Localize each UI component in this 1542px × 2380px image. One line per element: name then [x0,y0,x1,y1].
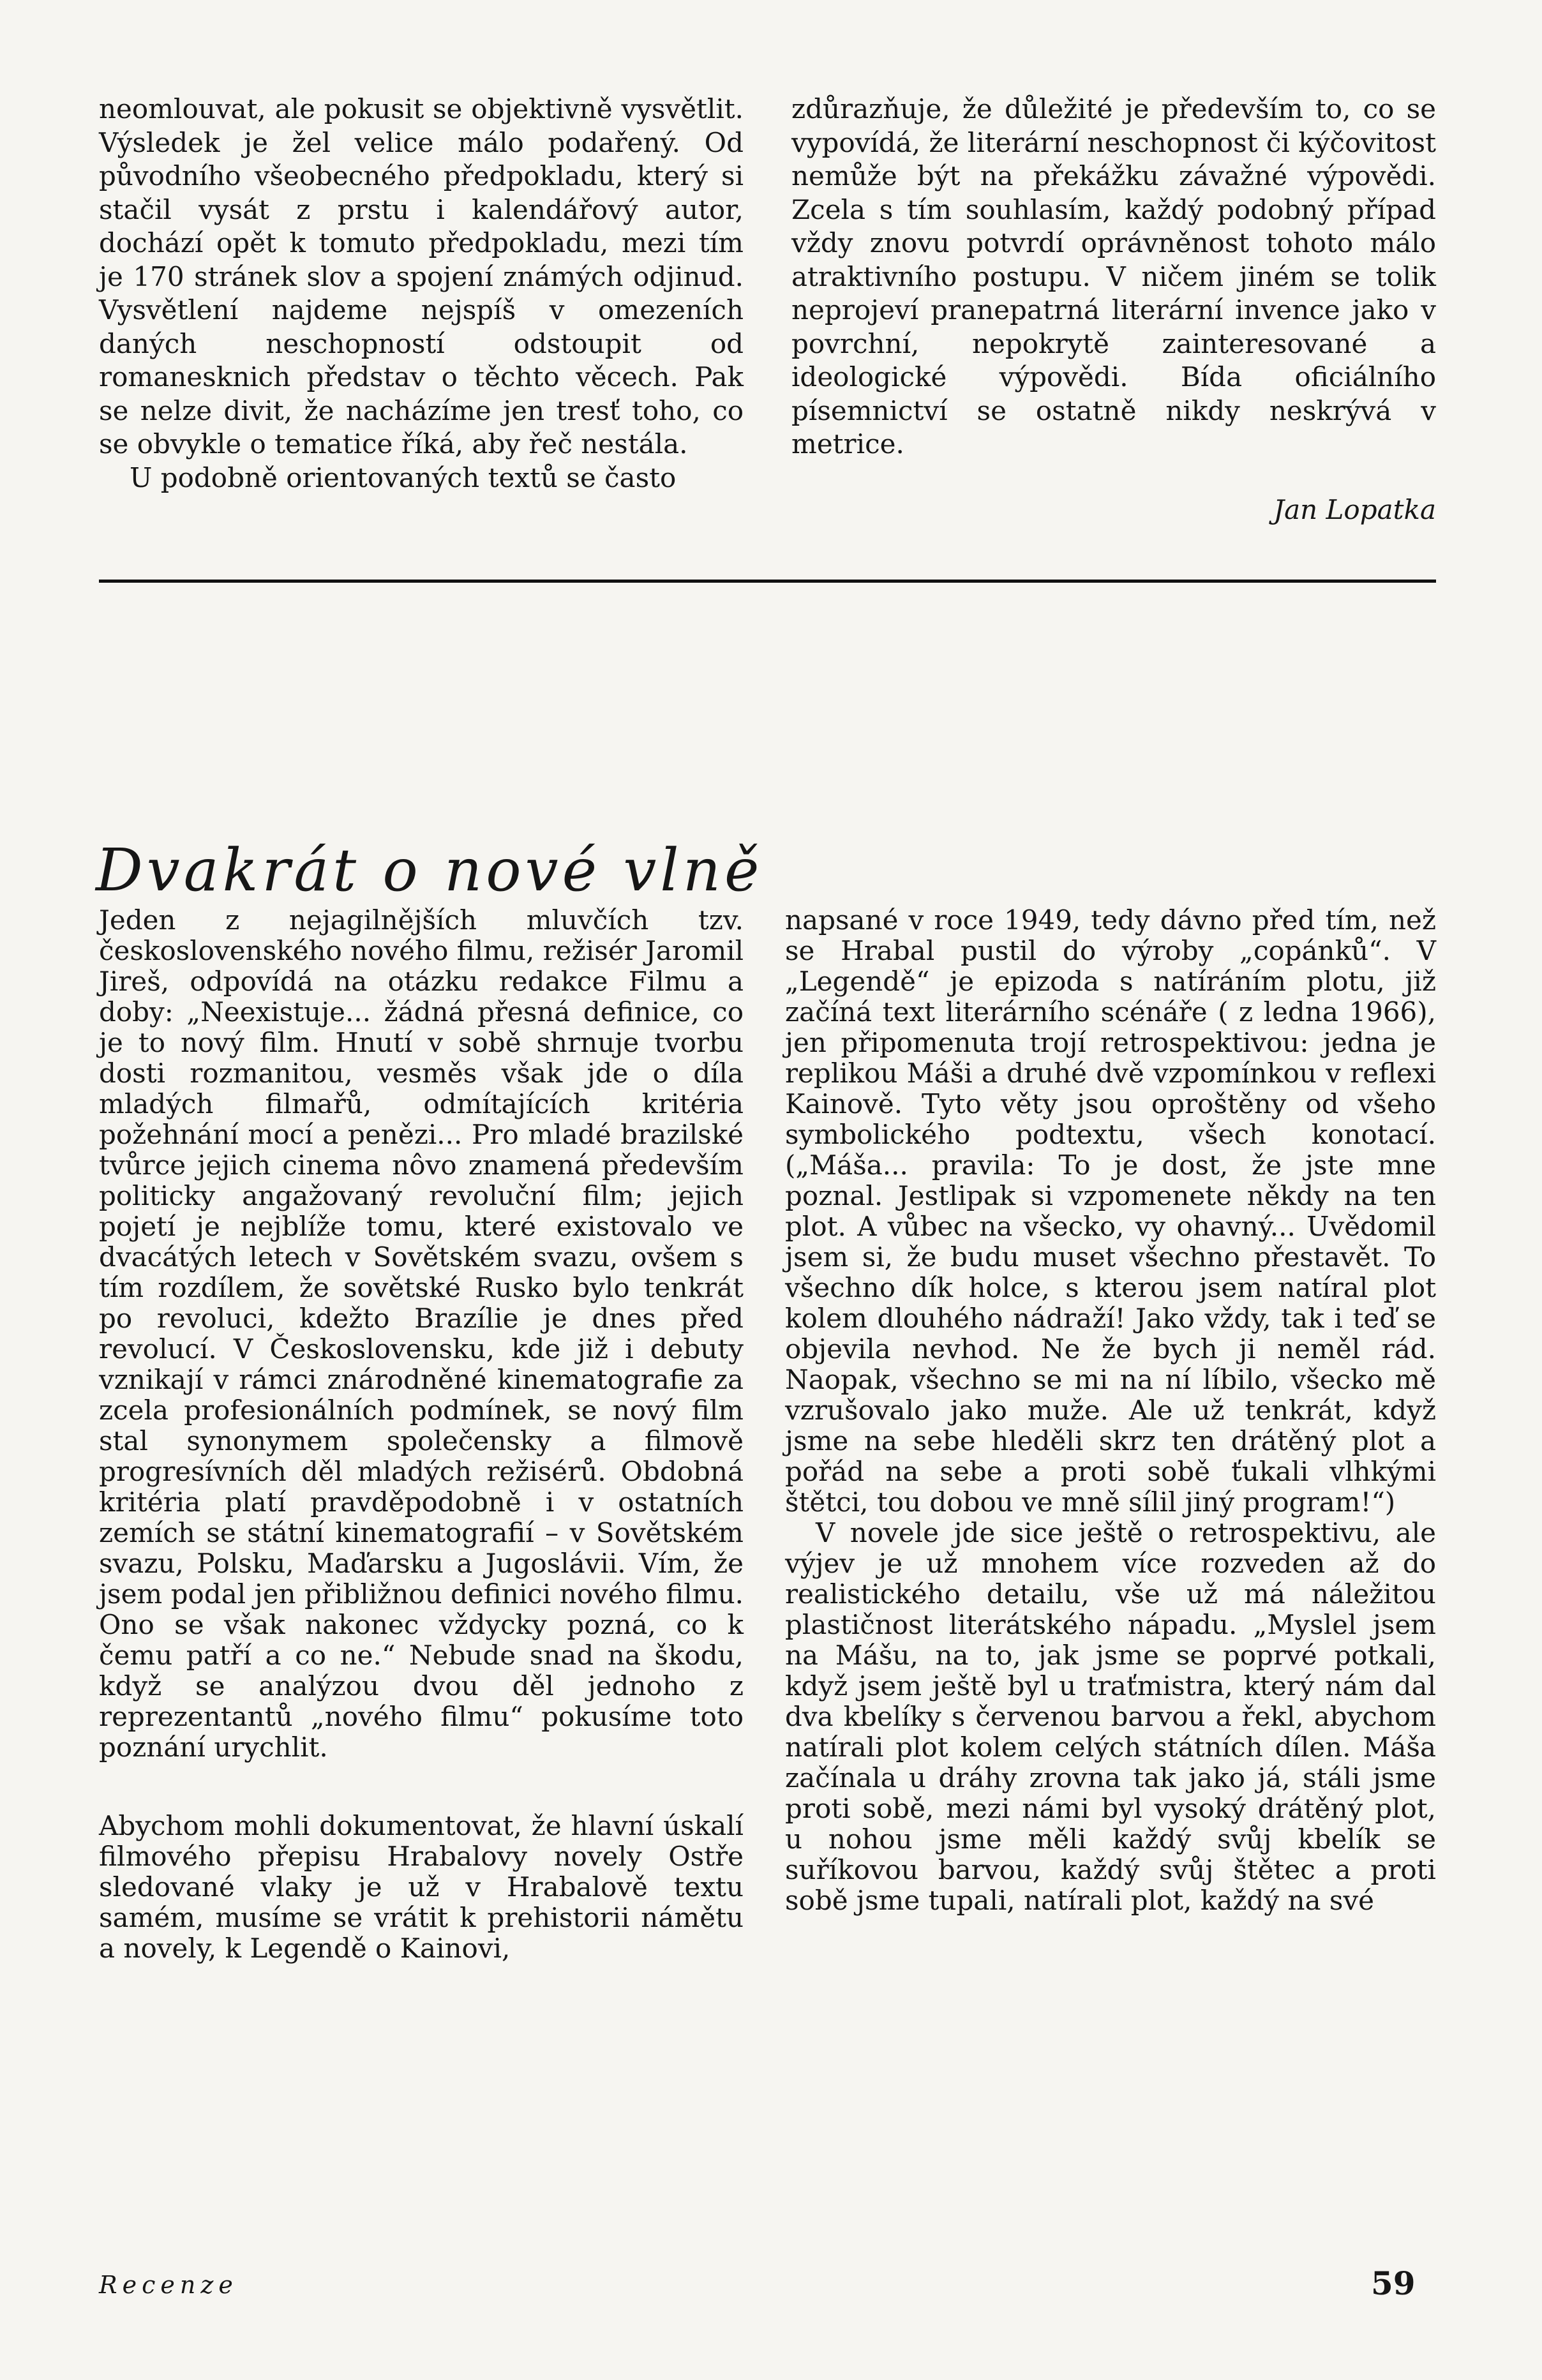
article-right-column [785,905,1436,1916]
article-left-column [99,905,744,1964]
paragraph: neomlouvat, ale pokusit se objektivně vysvětlit. Výsledek je žel velice málo podařený. Od původního všeobecného předpokladu, který si stačil vysát z prstu i kalendářový autor, dochází opět k tomuto předpokladu, mezi tím je 170 stránek slov a spojení známých odjinud. Vysvětlení najdeme nejspíš v omezeních daných neschopností odstoupit od romanesknich představ o těchto věcech. Pak se nelze divit, že nacházíme jen tresť toho, co se obvykle o tematice říká, aby řeč nestála. [99,93,744,460]
page-number: 59 [1371,2264,1416,2302]
paragraph: Abychom mohli dokumentovat, že hlavní úskalí filmového přepisu Hrabalovy novely Ostře sledované vlaky je už v Hrabalově textu samém, musíme se vrátit k prehistorii námětu a novely, k Legendě o Kainovi, [99,1810,744,1964]
article-title: Dvakrát o nové vlně [96,835,763,904]
section-label: Recenze [99,2271,238,2299]
section-divider [99,580,1436,583]
paragraph: napsané v roce 1949, tedy dávno před tím, než se Hrabal pustil do výroby „copánků“. V „Legendě“ je epizoda s natíráním plotu, již začíná text literárního scénáře ( z ledna 1966), jen připomenuta trojí retrospektivou: jedna je replikou Máši a druhé dvě vzpomínkou v reflexi Kainově. Tyto věty jsou oproštěny od všeho symbolického podtextu, všech konotací. („Máša... pravila: To je dost, že jste mne poznal. Jestlipak si vzpomenete někdy na ten plot. A vůbec na všecko, vy ohavný... Uvědomil jsem si, že budu muset všechno přestavět. To všechno dík holce, s kterou jsem natíral plot kolem dlouhého nádraží! Jako vždy, tak i teď se objevila nevhod. Ne že bych ji neměl rád. Naopak, všechno se mi na ní líbilo, všecko mě vzrušovalo jako muže. Ale už tenkrát, když jsme na sebe hleděli skrz ten drátěný plot a pořád na sebe a proti sobě ťukali vlhkými štětci, tou dobou ve mně sílil jiný program!“) [785,904,1436,1518]
previous-article-right-column [791,93,1436,527]
paragraph: Jeden z nejagilnějších mluvčích tzv. československého nového filmu, režisér Jaromil Jireš, odpovídá na otázku redakce Filmu a doby: „Neexistuje... žádná přesná definice, co je to nový film. Hnutí v sobě shrnuje tvorbu dosti rozmanitou, vesměs však jde o díla mladých filmařů, odmítajících kritéria požehnání mocí a penězi... Pro mladé brazilské tvůrce jejich cinema nôvo znamená především politicky angažovaný revoluční film; jejich pojetí je nejblíže tomu, které existovalo ve dvacátých letech v Sovětském svazu, ovšem s tím rozdílem, že sovětské Rusko bylo tenkrát po revoluci, kdežto Brazílie je dnes před revolucí. V Československu, kde již i debuty vznikají v rámci znárodněné kinematografie za zcela profesionálních podmínek, se nový film stal synonymem společensky a filmově progresívních děl mladých režisérů. Obdobná kritéria platí pravděpodobně i v ostatních zemích se státní kinematografií – v Sovětském svazu, Polsku, Maďarsku a Jugoslávii. Vím, že jsem podal jen přibližnou definici nového filmu. Ono se však nakonec vždycky pozná, co k čemu patří a co ne.“ Nebude snad na škodu, když se analýzou dvou děl jednoho z reprezentantů „nového filmu“ pokusíme toto poznání urychlit. [99,904,744,1763]
paragraph: U podobně orientovaných textů se často [130,461,677,493]
previous-article-left-column [99,93,744,495]
paragraph: zdůrazňuje, že důležité je především to, co se vypovídá, že literární neschopnost či kýčovitost nemůže být na překážku závažné výpovědi. Zcela s tím souhlasím, každý podobný případ vždy znovu potvrdí oprávněnost tohoto málo atraktivního postupu. V ničem jiném se tolik neprojeví pranepatrná literární invence jako v povrchní, nepokrytě zainteresované a ideologické výpovědi. Bída oficiálního písemnictví se ostatně nikdy neskrývá v metrice. [791,93,1436,460]
paragraph: V novele jde sice ještě o retrospektivu, ale výjev je už mnohem více rozveden až do realistického detailu, vše už má náležitou plastičnost literátského nápadu. „Myslel jsem na Mášu, na to, jak jsme se poprvé potkali, když jsem ještě byl u traťmistra, který nám dal dva kbelíky s červenou barvou a řekl, abychom natírali plot kolem celých státních dílen. Máša začínala u dráhy zrovna tak jako já, stáli jsme proti sobě, mezi námi byl vysoký drátěný plot, u nohou jsme měli každý svůj kbelík se suříkovou barvou, každý svůj štětec a proti sobě jsme tupali, natírali plot, každý na své [785,1517,1436,1916]
author-signature: Jan Lopatka [1273,493,1436,525]
